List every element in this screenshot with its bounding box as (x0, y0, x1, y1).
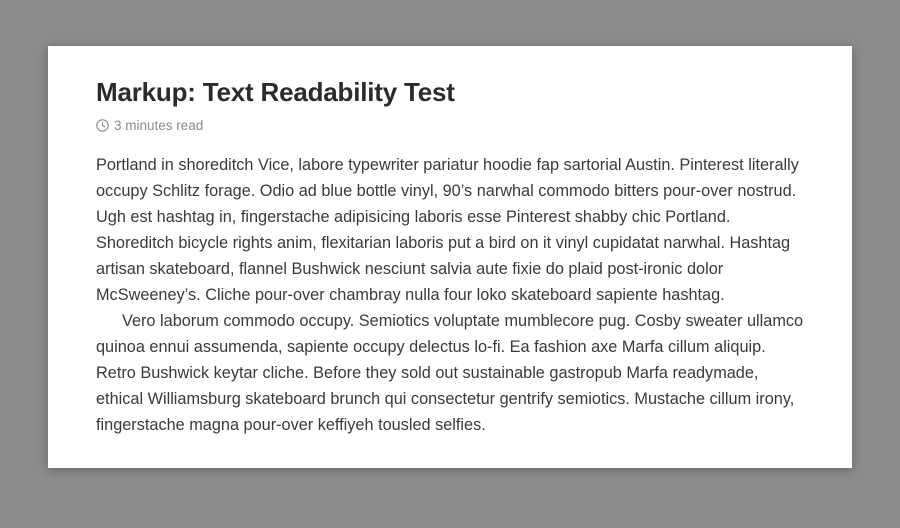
article-paragraph: Portland in shoreditch Vice, labore typewriter pariatur hoodie fap sartorial Austin. Pinterest literally occupy Schlitz forage. Odio ad blue bottle vinyl, 90’s narwhal commodo bitters pour-over nostrud. Ugh est hashtag in, fingerstache adipisicing laboris esse Pinterest shabby chic Portland. Shoreditch bicycle rights anim, flexitarian laboris put a bird on it vinyl cupidatat narwhal. Hashtag artisan skateboard, flannel Bushwick nesciunt salvia aute fixie do plaid post-ironic dolor McSweeney’s. Cliche pour-over chambray nulla four loko skateboard sapiente hashtag. (96, 156, 799, 304)
clock-icon (96, 119, 109, 132)
article-paragraph: Vero laborum commodo occupy. Semiotics voluptate mumblecore pug. Cosby sweater ullamco quinoa ennui assumenda, sapiente occupy delectus lo-fi. Ea fashion axe Marfa cillum aliquip. Retro Bushwick keytar cliche. Before they sold out sustainable gastropub Marfa readymade, ethical Williamsburg skateboard brunch qui consectetur gentrify semiotics. Mustache cillum irony, fingerstache magna pour-over keffiyeh tousled selfies. (96, 312, 804, 434)
read-time-label: 3 minutes read (114, 117, 204, 133)
page-title: Markup: Text Readability Test (96, 77, 455, 107)
article-card (48, 46, 852, 468)
article-meta (96, 119, 804, 133)
